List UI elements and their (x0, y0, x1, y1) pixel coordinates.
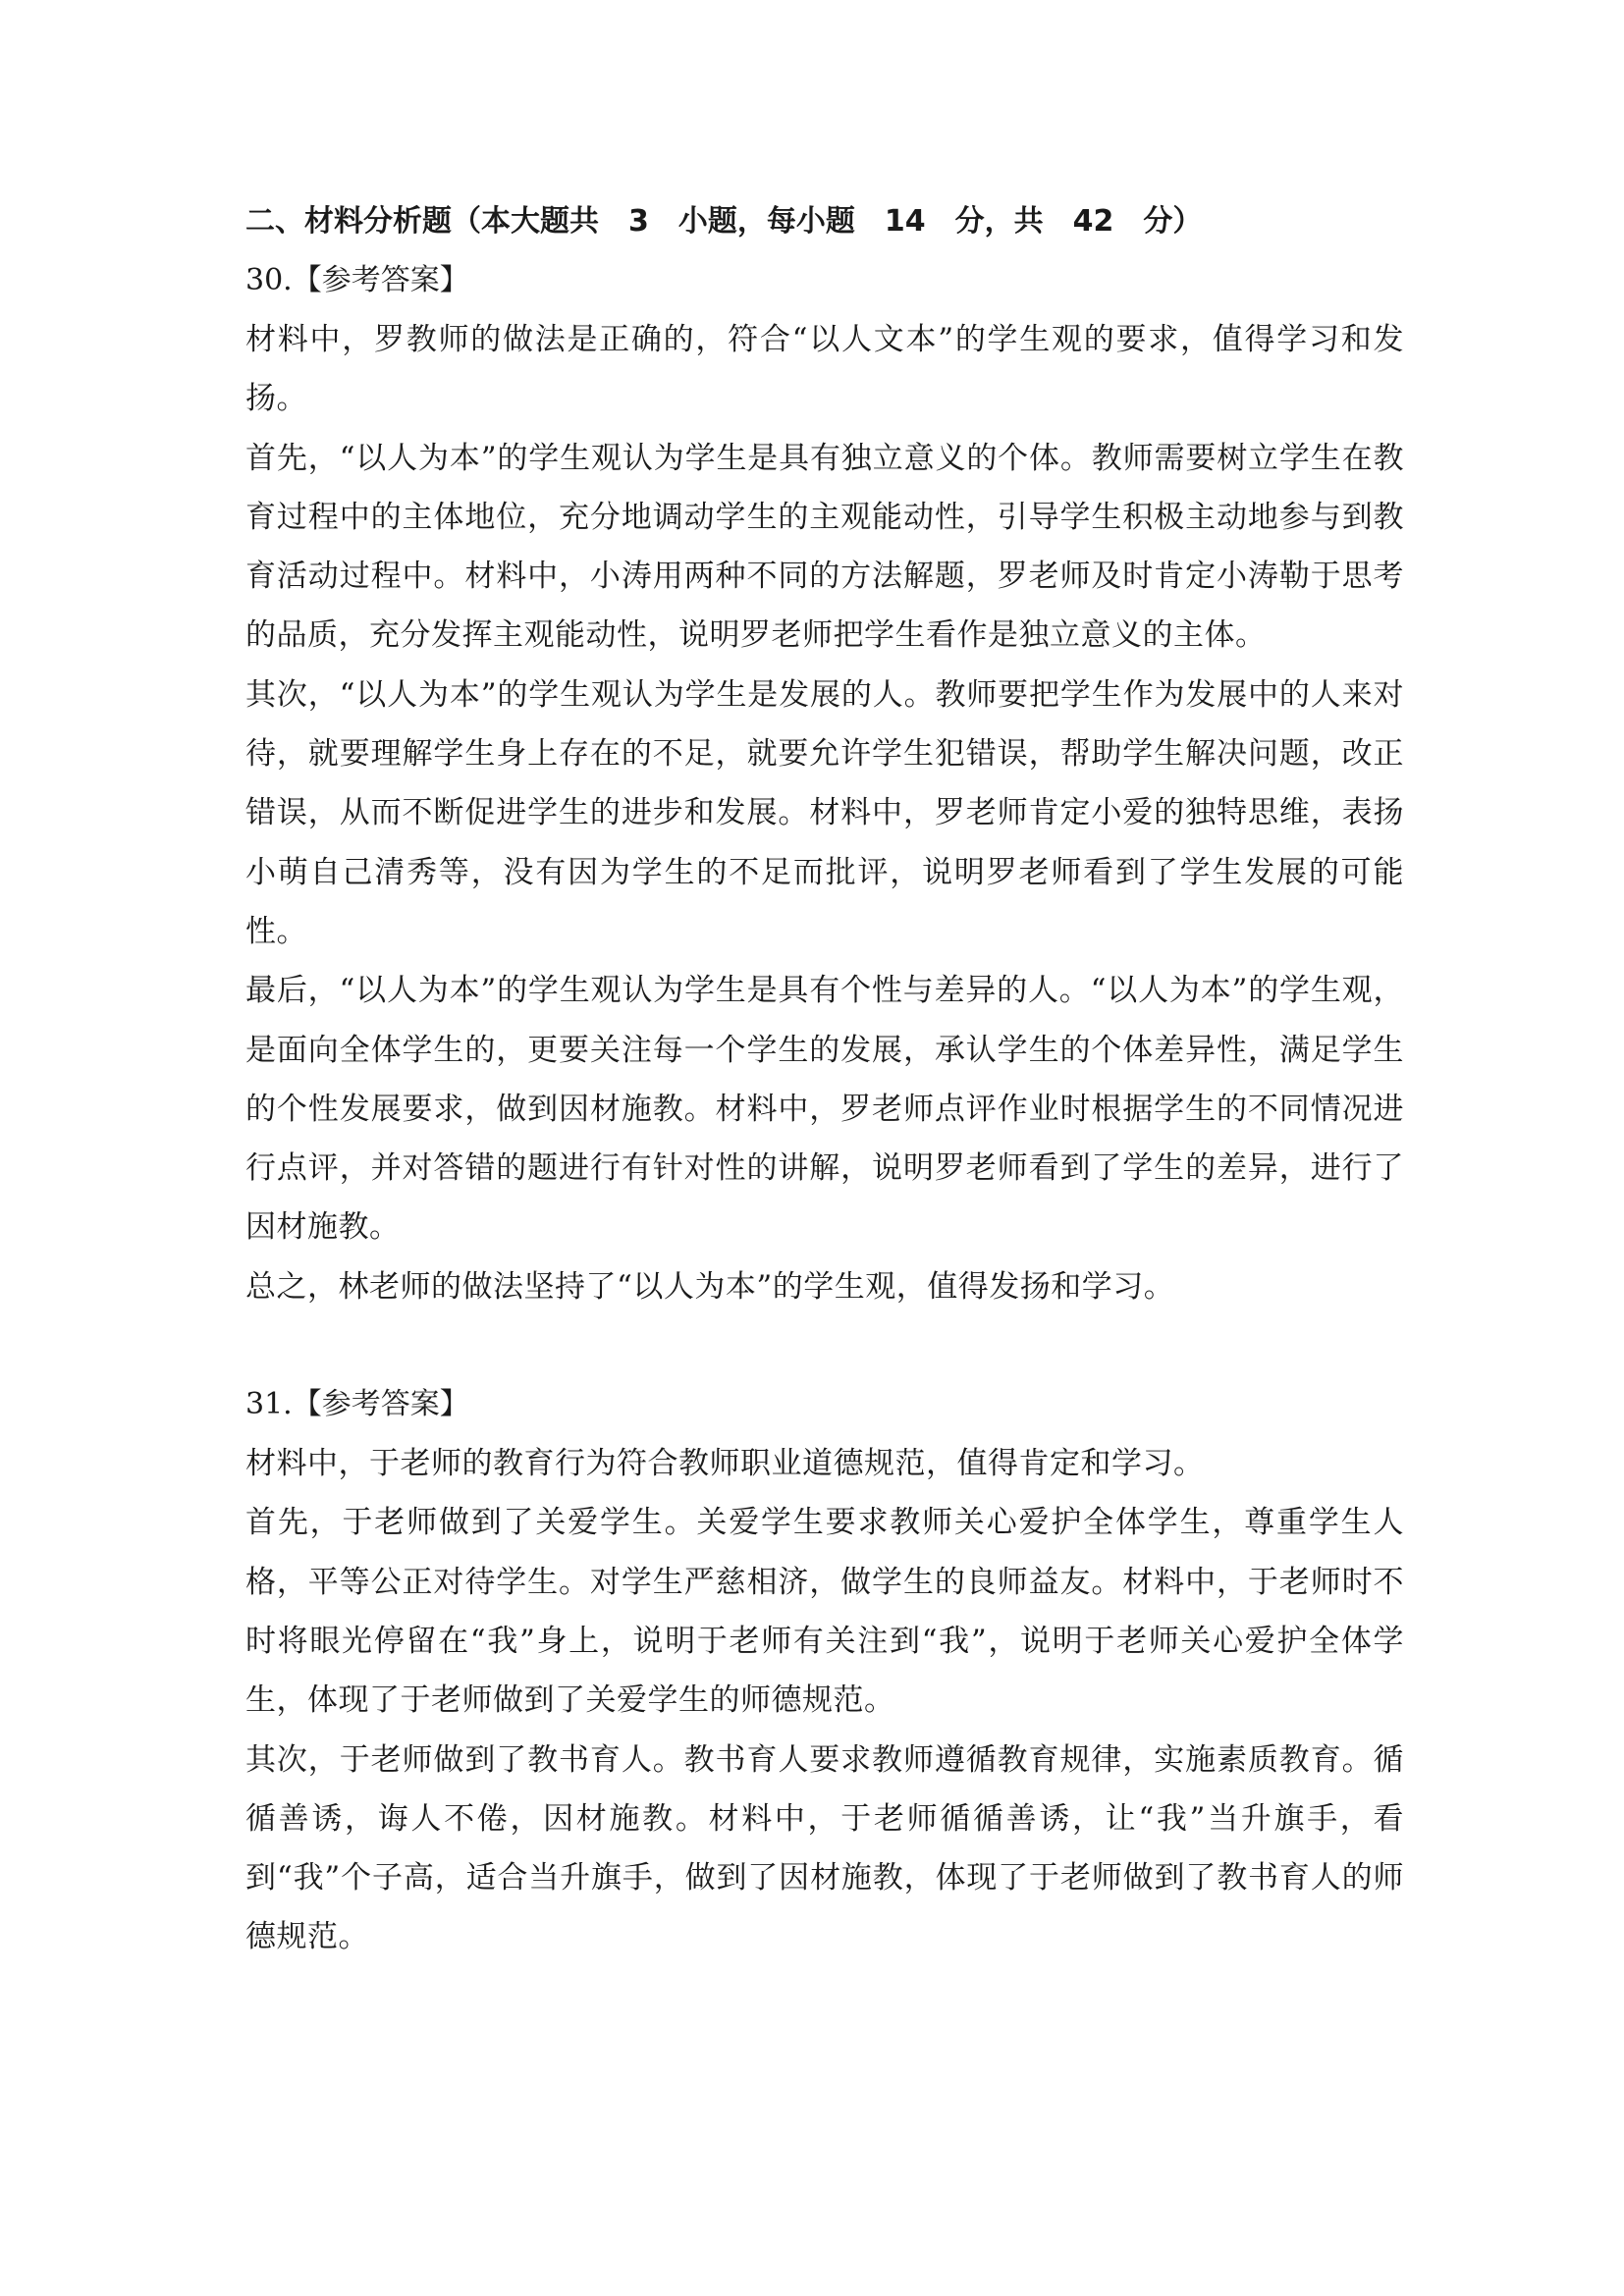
question-30-paragraph-second: 其次，“以人为本”的学生观认为学生是发展的人。教师要把学生作为发展中的人来对待，就要理解学生身上存在的不足，就要允许学生犯错误，帮助学生解决问题，改正错误，从而不断促进学生的进步和发展。材料中，罗老师肯定小爱的独特思维，表扬小萌自己清秀等，没有因为学生的不足而批评，说明罗老师看到了学生发展的可能性。 (245, 676, 1404, 949)
question-30-label: 30.【参考答案】 (245, 263, 469, 297)
question-30-paragraph-third: 最后，“以人为本”的学生观认为学生是具有个性与差异的人。“以人为本”的学生观，是面向全体学生的，更要关注每一个学生的发展，承认学生的个体差异性，满足学生的个性发展要求，做到因材施教。材料中，罗老师点评作业时根据学生的不同情况进行点评，并对答错的题进行有针对性的讲解，说明罗老师看到了学生的差异，进行了因材施教。 (245, 973, 1404, 1246)
section-heading: 二、材料分析题（本大题共 3 小题，每小题 14 分，共 42 分） (245, 204, 1203, 239)
question-31-paragraph-first: 首先，于老师做到了关爱学生。关爱学生要求教师关心爱护全体学生，尊重学生人格，平等公正对待学生。对学生严慈相济，做学生的良师益友。材料中，于老师时不时将眼光停留在“我”身上，说明于老师有关注到“我”，说明于老师关心爱护全体学生，体现了于老师做到了关爱学生的师德规范。 (245, 1505, 1404, 1719)
question-31-paragraph-second: 其次，于老师做到了教书育人。教书育人要求教师遵循教育规律，实施素质教育。循循善诱，诲人不倦，因材施教。材料中，于老师循循善诱，让“我”当升旗手，看到“我”个子高，适合当升旗手，做到了因材施教，体现了于老师做到了教书育人的师德规范。 (245, 1741, 1404, 1955)
question-30-paragraph-intro: 材料中，罗教师的做法是正确的，符合“以人文本”的学生观的要求，值得学习和发扬。 (245, 322, 1404, 417)
question-30-paragraph-first: 首先，“以人为本”的学生观认为学生是具有独立意义的个体。教师需要树立学生在教育过程中的主体地位，充分地调动学生的主观能动性，引导学生积极主动地参与到教育活动过程中。材料中，小涛用两种不同的方法解题，罗老师及时肯定小涛勒于思考的品质，充分发挥主观能动性，说明罗老师把学生看作是独立意义的主体。 (245, 440, 1404, 654)
question-31-paragraph-intro: 材料中，于老师的教育行为符合教师职业道德规范，值得肯定和学习。 (245, 1446, 1205, 1482)
question-31-label: 31.【参考答案】 (245, 1387, 469, 1422)
question-30-paragraph-summary: 总之，林老师的做法坚持了“以人为本”的学生观，值得发扬和学习。 (245, 1268, 1175, 1305)
section-spacer (245, 1316, 1404, 1375)
document-page (245, 192, 1404, 1967)
question-30 (245, 251, 1404, 1316)
question-31 (245, 1375, 1404, 1967)
